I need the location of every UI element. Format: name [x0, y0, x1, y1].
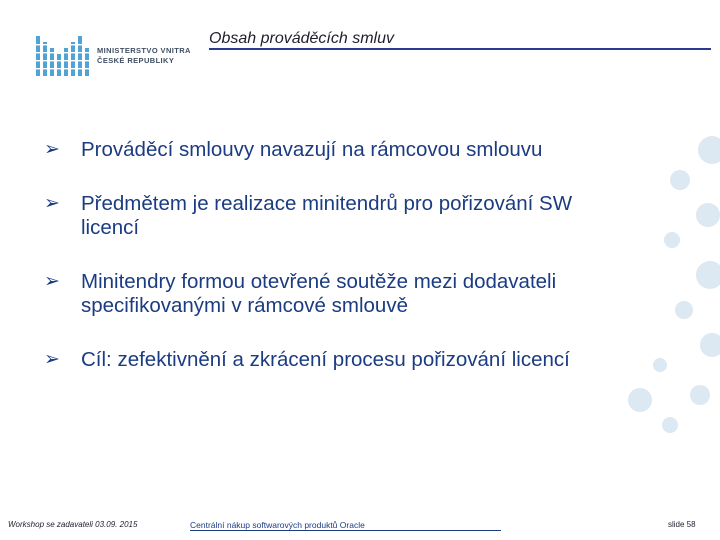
footer-event: Workshop se zadavateli 03.09. 2015 — [8, 520, 138, 529]
arrow-bullet-icon: ➢ — [44, 349, 60, 370]
bullet-item — [44, 270, 664, 318]
bullet-text: Prováděcí smlouvy navazují na rámcovou smlouvu — [81, 138, 543, 161]
ministry-logo-icon — [36, 34, 92, 78]
bullet-item — [44, 138, 664, 162]
slide-number: slide 58 — [668, 520, 696, 529]
arrow-bullet-icon: ➢ — [44, 193, 60, 214]
arrow-bullet-icon: ➢ — [44, 271, 60, 292]
footer-link[interactable]: Centrální nákup softwarových produktů Oracle — [190, 520, 501, 531]
logo-line-1: MINISTERSTVO VNITRA — [97, 46, 191, 55]
bullet-text: Cíl: zefektivnění a zkrácení procesu pořizování licencí — [81, 348, 570, 371]
bullet-text: Minitendry formou otevřené soutěže mezi dodavateli — [81, 270, 557, 293]
bullet-text-continued: licencí — [81, 216, 140, 239]
slide-title: Obsah prováděcích smluv — [209, 30, 711, 50]
bullet-text: Předmětem je realizace minitendrů pro pořizování SW — [81, 192, 573, 215]
ministry-logo — [36, 34, 196, 78]
bullet-text-continued: specifikovanými v rámcové smlouvě — [81, 294, 408, 317]
arrow-bullet-icon: ➢ — [44, 139, 60, 160]
bullet-item — [44, 348, 664, 372]
logo-text — [97, 46, 191, 66]
bullet-list — [44, 138, 664, 372]
logo-line-2: ČESKÉ REPUBLIKY — [97, 56, 175, 65]
bullet-item — [44, 192, 664, 240]
